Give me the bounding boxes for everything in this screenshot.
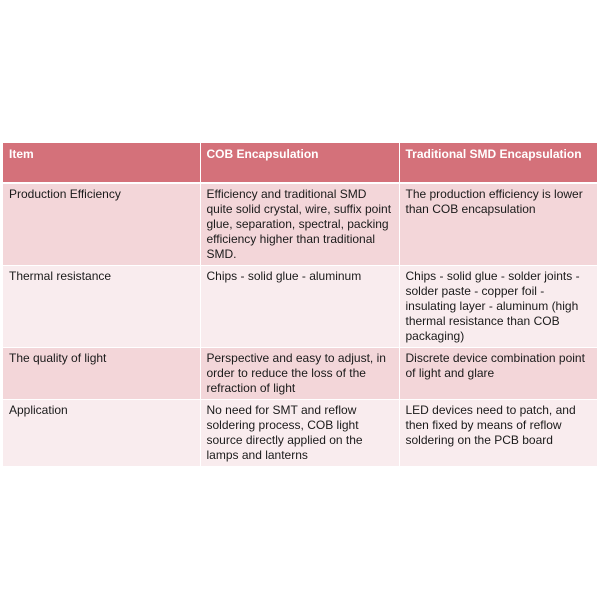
row-cob-cell: No need for SMT and reflow soldering process, COB light source directly applied on the lamps and lanterns: [200, 400, 399, 467]
row-item-cell: Production Efficiency: [3, 183, 200, 266]
row-smd-cell: LED devices need to patch, and then fixed by means of reflow soldering on the PCB board: [399, 400, 597, 467]
comparison-table: [3, 143, 597, 467]
row-smd-cell: The production efficiency is lower than COB encapsulation: [399, 183, 597, 266]
row-cob-cell: Efficiency and traditional SMD quite solid crystal, wire, suffix point glue, separation, spectral, packing efficiency higher than traditional SMD.: [200, 183, 399, 266]
row-item-cell: The quality of light: [3, 348, 200, 400]
table-row: [3, 348, 597, 400]
row-smd-cell: Chips - solid glue - solder joints - solder paste - copper foil - insulating layer - aluminum (high thermal resistance than COB packaging): [399, 266, 597, 348]
row-smd-cell: Discrete device combination point of light and glare: [399, 348, 597, 400]
row-item-cell: Application: [3, 400, 200, 467]
header-cob: COB Encapsulation: [200, 143, 399, 183]
header-smd: Traditional SMD Encapsulation: [399, 143, 597, 183]
table-row: [3, 266, 597, 348]
header-item: Item: [3, 143, 200, 183]
row-cob-cell: Chips - solid glue - aluminum: [200, 266, 399, 348]
table-header-row: [3, 143, 597, 183]
row-item-cell: Thermal resistance: [3, 266, 200, 348]
table-row: [3, 400, 597, 467]
table-row: [3, 183, 597, 266]
row-cob-cell: Perspective and easy to adjust, in order to reduce the loss of the refraction of light: [200, 348, 399, 400]
